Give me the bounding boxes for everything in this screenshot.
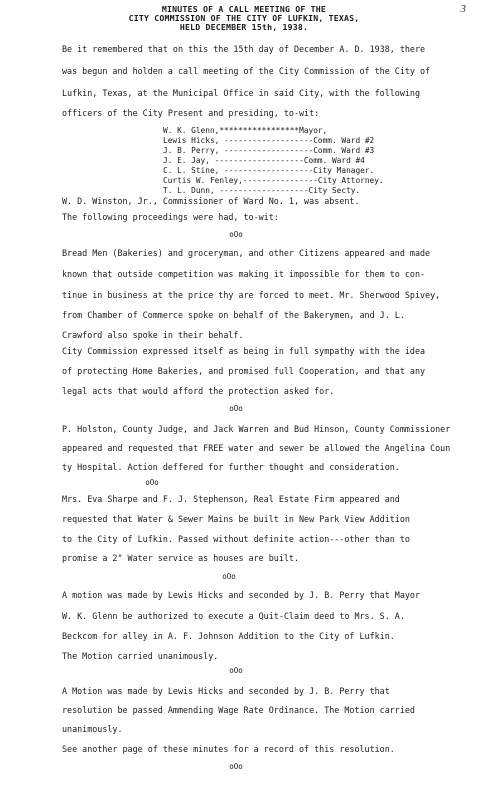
official-city-manager: C. L. Stine, -------------------City Manager. xyxy=(163,166,375,175)
intro-line: Be it remembered that on this the 15th day of December A. D. 1938, there xyxy=(62,44,426,54)
item-3-line: Mrs. Eva Sharpe and F. J. Stephenson, Real Estate Firm appeared and xyxy=(62,494,400,504)
separator: oOo xyxy=(229,762,243,771)
item-4-line: W. K. Glenn be authorized to execute a Quit-Claim deed to Mrs. S. A. xyxy=(62,611,405,621)
item-2-line: P. Holston, County Judge, and Jack Warren and Bud Hinson, County Commissioner xyxy=(62,424,451,434)
item-1-line: from Chamber of Commerce spoke on behalf of the Bakerymen, and J. L. xyxy=(62,310,405,320)
official-ward-3: J. B. Perry, -------------------Comm. Ward #3 xyxy=(163,146,375,155)
intro-line: Lufkin, Texas, at the Municipal Office in said City, with the following xyxy=(62,88,420,98)
page-number: 3 xyxy=(460,3,466,15)
item-2-line: ty Hospital. Action deffered for further thought and consideration. xyxy=(62,462,400,472)
item-1-line: Bread Men (Bakeries) and groceryman, and other Citizens appeared and made xyxy=(62,248,431,258)
item-1-line: Crawford also spoke in their behalf. xyxy=(62,330,244,340)
separator: oOo xyxy=(222,572,236,581)
separator: oOo xyxy=(145,478,159,487)
separator: oOo xyxy=(229,404,243,413)
item-3-line: requested that Water & Sewer Mains be built in New Park View Addition xyxy=(62,514,410,524)
proceedings-intro: The following proceedings were had, to-wit: xyxy=(62,212,279,222)
item-1-line: City Commission expressed itself as being in full sympathy with the idea xyxy=(62,346,426,356)
item-1-line: tinue in business at the price thy are forced to meet. Mr. Sherwood Spivey, xyxy=(62,290,441,300)
item-5-line: See another page of these minutes for a record of this resolution. xyxy=(62,744,395,754)
item-1-line: of protecting Home Bakeries, and promised full Cooperation, and that any xyxy=(62,366,426,376)
official-city-secretary: T. L. Dunn, -------------------City Secty. xyxy=(163,186,361,195)
item-4-line: The Motion carried unanimously. xyxy=(62,651,219,661)
official-city-attorney: Curtis W. Fenley,----------------City Attorney. xyxy=(163,176,384,185)
title-line-3: HELD DECEMBER 15th, 1938. xyxy=(179,22,309,32)
title-line-2: CITY COMMISSION OF THE CITY OF LUFKIN, TEXAS, xyxy=(128,13,360,23)
item-5-line: A Motion was made by Lewis Hicks and seconded by J. B. Perry that xyxy=(62,686,390,696)
separator: oOo xyxy=(229,666,243,675)
intro-line: was begun and holden a call meeting of the City Commission of the City of xyxy=(62,66,431,76)
title-line-1: MINUTES OF A CALL MEETING OF THE xyxy=(161,4,327,14)
item-4-line: Beckcom for alley in A. F. Johnson Addition to the City of Lufkin. xyxy=(62,631,395,641)
absent-line: W. D. Winston, Jr., Commissioner of Ward No. 1, was absent. xyxy=(62,196,360,206)
item-1-line: legal acts that would afford the protection asked for. xyxy=(62,386,335,396)
official-ward-2: Lewis Hicks, -------------------Comm. Ward #2 xyxy=(163,136,375,145)
item-5-line: unanimously. xyxy=(62,724,123,734)
item-3-line: promise a 2" Water service as houses are built. xyxy=(62,553,299,563)
separator: oOo xyxy=(229,230,243,239)
item-1-line: known that outside competition was making it impossible for them to con- xyxy=(62,269,426,279)
intro-line: officers of the City Present and presiding, to-wit: xyxy=(62,108,320,118)
item-2-line: appeared and requested that FREE water and sewer be allowed the Angelina Coun xyxy=(62,443,451,453)
official-ward-4: J. E. Jay, -------------------Comm. Ward #4 xyxy=(163,156,365,165)
item-3-line: to the City of Lufkin. Passed without definite action---other than to xyxy=(62,534,410,544)
official-mayor: W. K. Glenn,*****************Mayor, xyxy=(163,126,328,135)
item-4-line: A motion was made by Lewis Hicks and seconded by J. B. Perry that Mayor xyxy=(62,590,420,600)
item-5-line: resolution be passed Ammending Wage Rate Ordinance. The Motion carried xyxy=(62,705,415,715)
